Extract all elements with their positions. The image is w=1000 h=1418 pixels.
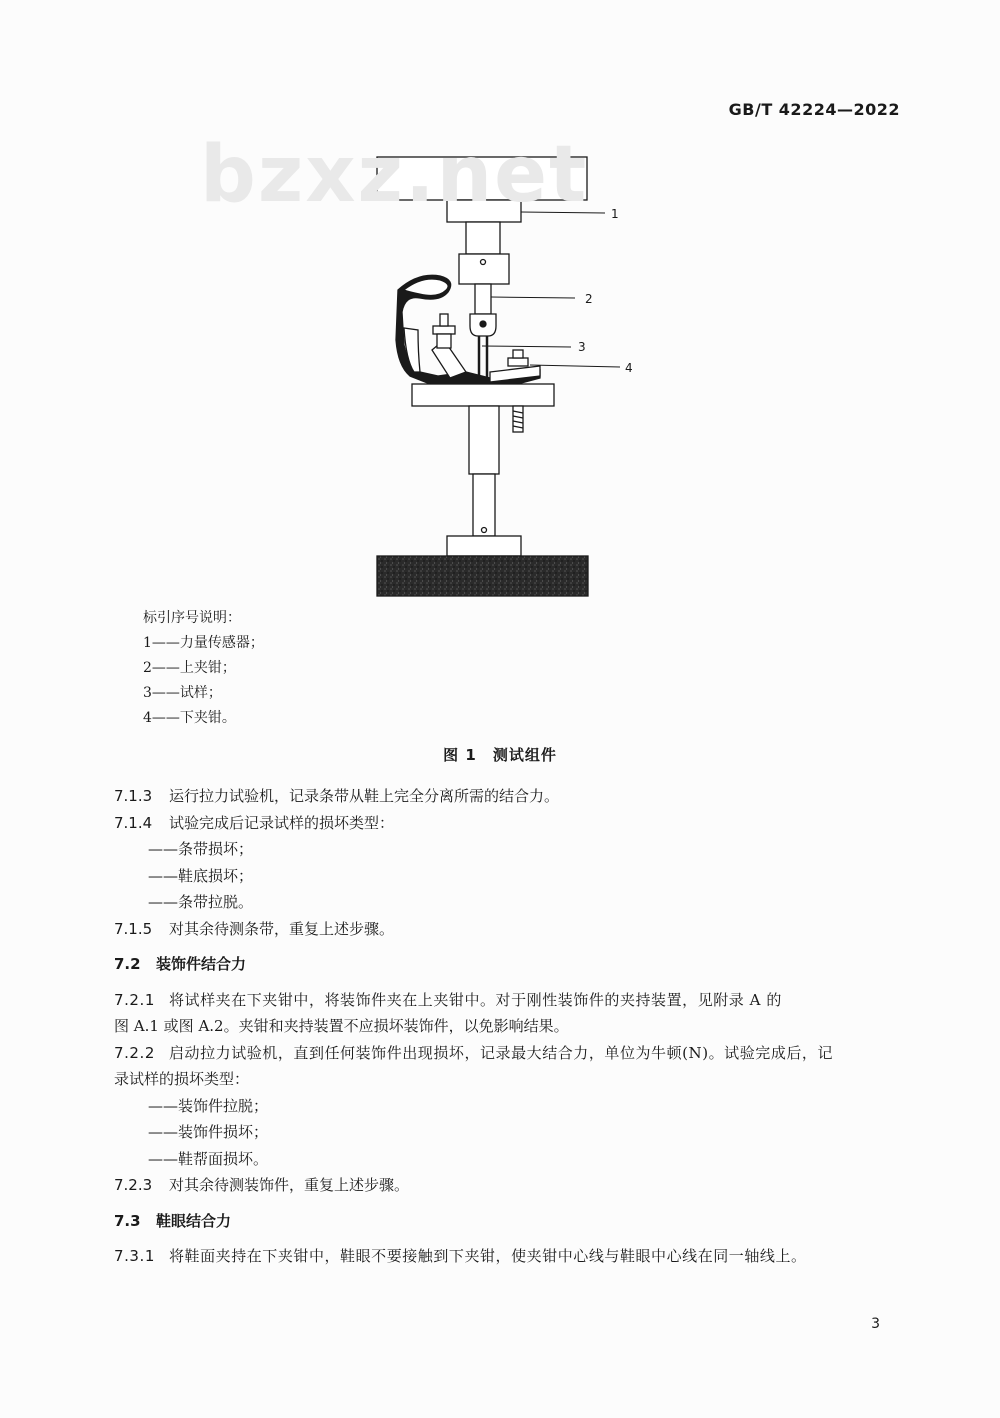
section-title: 装饰件结合力 (156, 955, 247, 973)
clause-text: 运行拉力试验机，记录条带从鞋上完全分离所需的结合力。 (169, 787, 560, 805)
clause-7-1-4 (114, 810, 904, 837)
figure-legend (143, 606, 264, 731)
clause-7-2-3 (114, 1172, 904, 1199)
clause-text: 试验完成后记录试样的损坏类型： (169, 813, 395, 832)
base-plate (412, 384, 554, 406)
upper-shaft (466, 222, 500, 254)
callout-1: 1 (611, 207, 619, 221)
clause-text: 将试样夹在下夹钳中，将装饰件夹在上夹钳中。对于刚性装饰件的夹持装置，见附录 A 的 (169, 990, 782, 1009)
callout-3: 3 (578, 340, 586, 354)
list-item: ——条带拉脱。 (148, 893, 254, 911)
section-heading-7-2 (114, 951, 904, 978)
legend-item: 4——下夹钳。 (143, 710, 236, 726)
list-item: ——鞋帮面损坏。 (148, 1149, 269, 1168)
page-number: 3 (871, 1316, 880, 1332)
list-item: ——条带损坏； (148, 840, 254, 858)
clause-7-3-1 (114, 1243, 904, 1270)
callout-4: 4 (625, 361, 633, 375)
legend-item: 3——试样； (143, 685, 222, 701)
lower-shaft (469, 406, 499, 474)
clause-text: 对其余待测条带，重复上述步骤。 (169, 919, 395, 938)
clause-text: 对其余待测装饰件，重复上述步骤。 (169, 1176, 410, 1194)
clause-7-2-1 (114, 987, 904, 1014)
standard-number: GB/T 42224—2022 (728, 100, 900, 119)
body-text (114, 783, 904, 1270)
section-number: 7.3 (114, 1211, 141, 1230)
clause-number: 7.3.1 (114, 1247, 155, 1265)
figure-caption: 图 1 测试组件 (443, 746, 557, 764)
clause-number: 7.1.5 (114, 919, 153, 938)
bottom-block (447, 536, 521, 556)
section-number: 7.2 (114, 955, 141, 973)
legend-item: 2——上夹钳； (143, 660, 236, 676)
clause-text-continued: 图 A.1 或图 A.2。夹钳和夹持装置不应损坏装饰件，以免影响结果。 (114, 1017, 569, 1035)
clause-text: 启动拉力试验机，直到任何装饰件出现损坏，记录最大结合力，单位为牛顿(N)。试验完成后，记 (169, 1043, 834, 1062)
clause-number: 7.2.3 (114, 1176, 153, 1194)
section-title: 鞋眼结合力 (156, 1211, 232, 1230)
clause-text-continued: 录试样的损坏类型： (114, 1070, 250, 1088)
clause-text: 将鞋面夹持在下夹钳中，鞋眼不要接触到下夹钳，使夹钳中心线与鞋眼中心线在同一轴线上。 (169, 1247, 807, 1265)
clause-7-2-2 (114, 1040, 904, 1067)
upper-clamp-stem (475, 284, 491, 314)
list-item: ——鞋底损坏； (148, 866, 254, 885)
list-item: ——装饰件拉脱； (148, 1096, 269, 1115)
callout-2: 2 (585, 292, 593, 306)
connector-block (459, 254, 509, 284)
section-heading-7-3 (114, 1208, 904, 1235)
clause-number: 7.1.3 (114, 787, 153, 805)
load-cell (447, 200, 521, 222)
granite-base (377, 556, 588, 596)
legend-title: 标引序号说明： (143, 610, 241, 626)
clause-number: 7.1.4 (114, 813, 153, 832)
lower-rod (473, 474, 495, 536)
clause-number: 7.2.2 (114, 1043, 155, 1062)
clause-7-1-3 (114, 783, 904, 810)
clause-number: 7.2.1 (114, 990, 155, 1009)
clause-7-1-5 (114, 916, 904, 943)
watermark: bzxz.net (200, 130, 589, 220)
top-crosshead (377, 157, 587, 200)
legend-item: 1——力量传感器； (143, 635, 264, 651)
list-item: ——装饰件损坏； (148, 1123, 269, 1141)
test-assembly-figure (0, 0, 1000, 620)
